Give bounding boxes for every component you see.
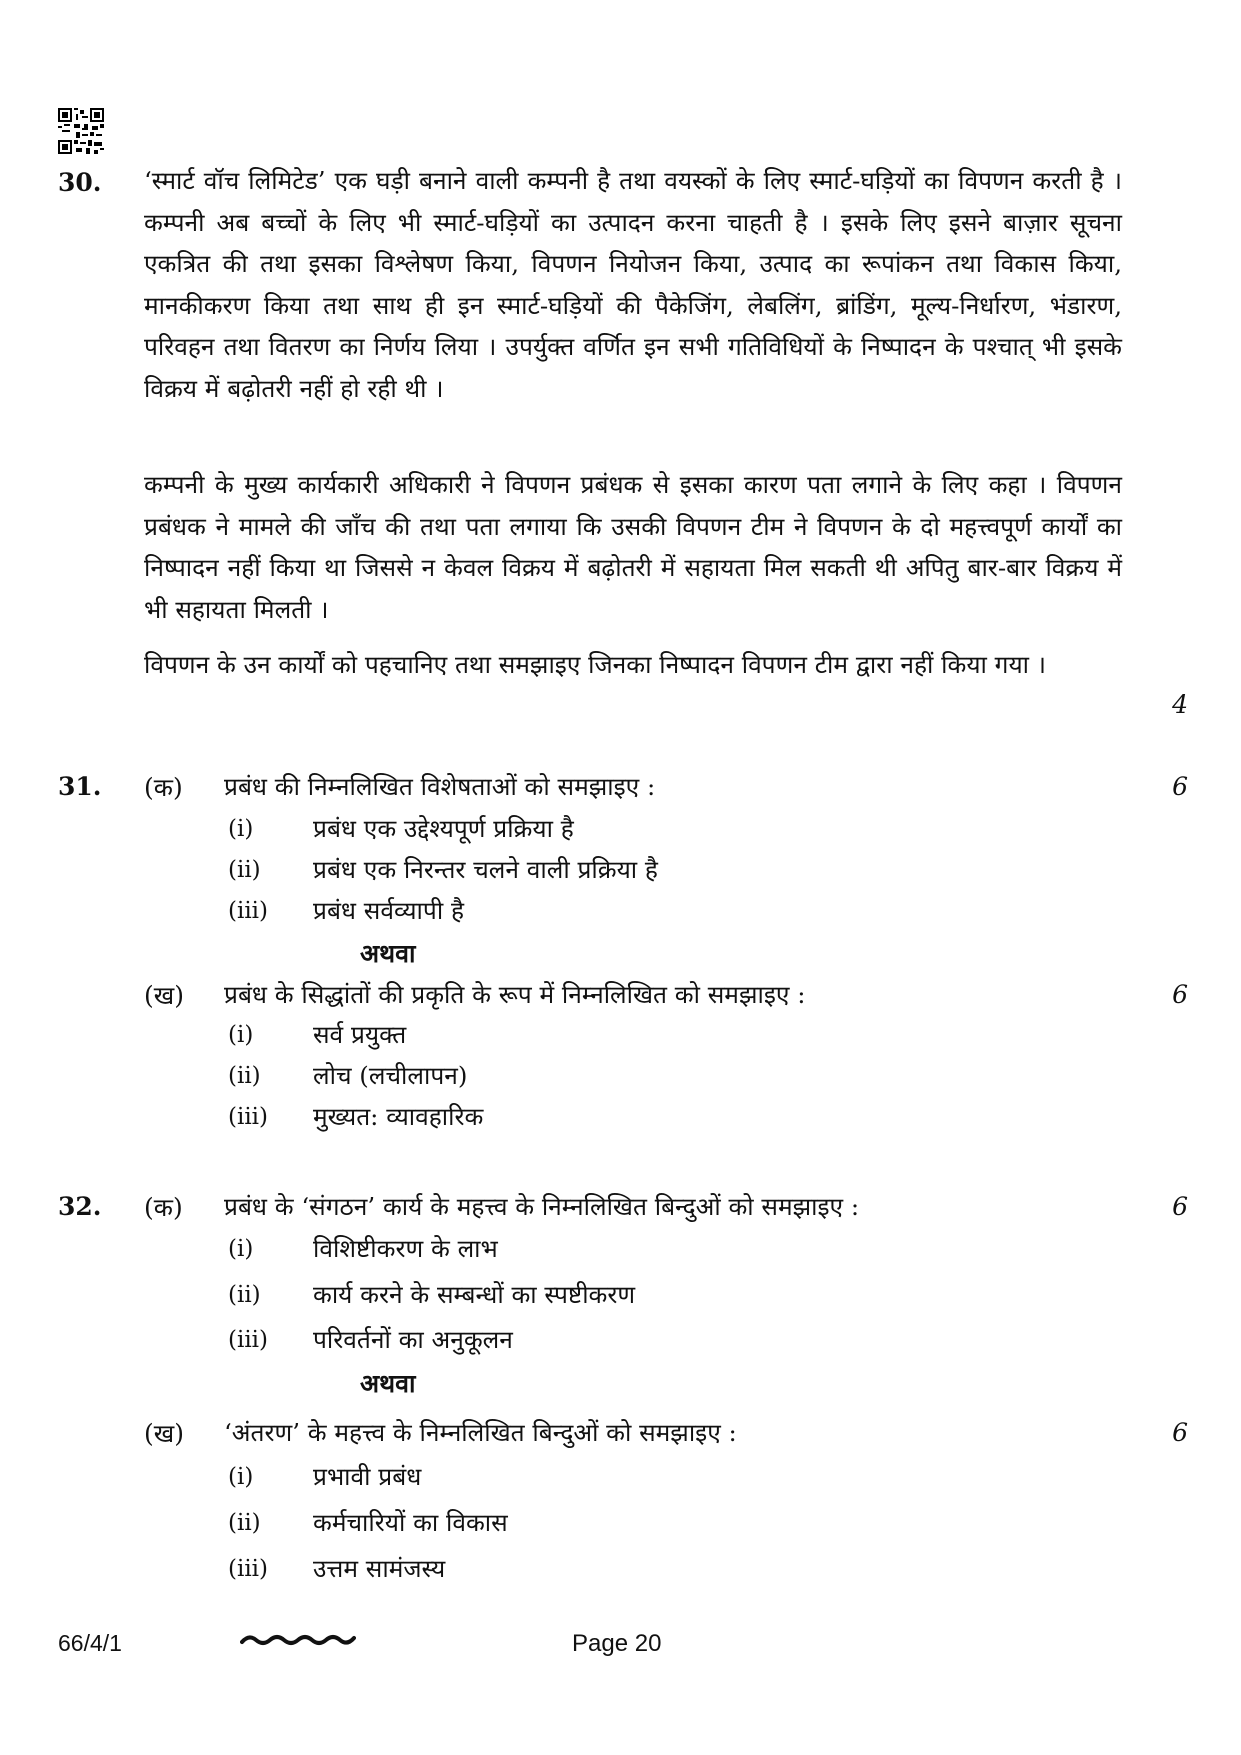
q31-a-item-text: प्रबंध एक निरन्तर चलने वाली प्रक्रिया है: [313, 855, 658, 884]
q32-a-item-text: कार्य करने के सम्बन्धों का स्पष्टीकरण: [313, 1280, 636, 1309]
q31-a-item-text: प्रबंध सर्वव्यापी है: [313, 896, 464, 925]
question-number-30: 30.: [58, 168, 102, 197]
q32-a-item-text: विशिष्टीकरण के लाभ: [313, 1234, 498, 1263]
q32-b-item-roman: (ii): [228, 1510, 261, 1536]
q31-option-a-label: (क): [144, 773, 183, 802]
q30-question-paragraph: विपणन के उन कार्यों को पहचानिए तथा समझाइए जिनका निष्पादन विपणन टीम द्वारा नहीं किया गया ।: [144, 650, 1047, 679]
q30-marks: 4: [1172, 690, 1188, 719]
q32-a-item-text: परिवर्तनों का अनुकूलन: [313, 1325, 513, 1354]
question-number-32: 32.: [58, 1192, 102, 1221]
q31-b-item-text: मुख्यत: व्यावहारिक: [313, 1102, 484, 1131]
q32-b-item-roman: (iii): [228, 1556, 269, 1582]
q31-a-item-text: प्रबंध एक उद्देश्यपूर्ण प्रक्रिया है: [313, 814, 574, 843]
q31-or-separator: अथवा: [360, 939, 416, 968]
q31-b-item-roman: (iii): [228, 1104, 269, 1130]
q32-option-b-text: ‘अंतरण’ के महत्त्व के निम्नलिखित बिन्दुओं को समझाइए :: [224, 1418, 737, 1447]
q30-scenario-paragraph: ‘स्मार्ट वॉच लिमिटेड’ एक घड़ी बनाने वाली कम्पनी है तथा वयस्कों के लिए स्मार्ट-घड़ियों का विपणन करती है । कम्पनी अब बच्चों के लिए भी स्मार्ट-घड़ियों का उत्पादन करना चाहती है । इसके लिए इसने बाज़ार सूचना एकत्रित की तथा इसका विश्लेषण किया, विपणन नियोजन किया, उत्पाद का रूपांकन तथा विकास किया, मानकीकरण किया तथा साथ ही इन स्मार्ट-घड़ियों की पैकेजिंग, लेबलिंग, ब्रांडिंग, मूल्य-निर्धारण, भंडारण, परिवहन तथा वितरण का निर्णय लिया । उपर्युक्त वर्णित इन सभी गतिविधियों के निष्पादन के पश्चात् भी इसके विक्रय में बढ़ोतरी नहीं हो रही थी ।: [144, 166, 1122, 403]
q31-b-item-roman: (ii): [228, 1063, 261, 1089]
q31-a-item-roman: (iii): [228, 898, 269, 924]
q31-option-b-text: प्रबंध के सिद्धांतों की प्रकृति के रूप में निम्नलिखित को समझाइए :: [224, 980, 806, 1009]
q32-b-item-text: कर्मचारियों का विकास: [313, 1508, 508, 1537]
q32-a-item-roman: (ii): [228, 1282, 261, 1308]
q32-b-item-text: प्रभावी प्रबंध: [313, 1462, 422, 1491]
tilde-divider-icon: [240, 1632, 356, 1648]
q32-a-item-roman: (iii): [228, 1327, 269, 1353]
q32-option-a-label: (क): [144, 1193, 183, 1222]
q32-option-a-marks: 6: [1172, 1192, 1188, 1221]
q31-option-b-marks: 6: [1172, 980, 1188, 1009]
q31-option-b-label: (ख): [144, 981, 184, 1010]
q32-a-item-roman: (i): [228, 1236, 254, 1262]
q31-a-item-roman: (i): [228, 816, 254, 842]
q32-or-separator: अथवा: [360, 1369, 416, 1398]
q31-b-item-text: लोच (लचीलापन): [313, 1061, 468, 1090]
q30-second-paragraph: कम्पनी के मुख्य कार्यकारी अधिकारी ने विपणन प्रबंधक से इसका कारण पता लगाने के लिए कहा । विपणन प्रबंधक ने मामले की जाँच की तथा पता लगाया कि उसकी विपणन टीम ने विपणन के दो महत्त्वपूर्ण कार्यों का निष्पादन नहीं किया था जिससे न केवल विक्रय में बढ़ोतरी में सहायता मिल सकती थी अपितु बार-बार विक्रय में भी सहायता मिलती ।: [144, 470, 1122, 624]
q31-a-item-roman: (ii): [228, 857, 261, 883]
qr-code: [58, 108, 104, 154]
q32-b-item-roman: (i): [228, 1464, 254, 1490]
q31-b-item-text: सर्व प्रयुक्त: [313, 1020, 407, 1049]
q31-b-item-roman: (i): [228, 1022, 254, 1048]
paper-code: 66/4/1: [58, 1630, 122, 1656]
q32-b-item-text: उत्तम सामंजस्य: [313, 1554, 446, 1583]
q31-option-a-text: प्रबंध की निम्नलिखित विशेषताओं को समझाइए :: [224, 772, 656, 801]
page-number: Page 20: [572, 1630, 662, 1657]
q32-option-b-label: (ख): [144, 1419, 184, 1448]
question-number-31: 31.: [58, 772, 102, 801]
q31-option-a-marks: 6: [1172, 772, 1188, 801]
q32-option-a-text: प्रबंध के ‘संगठन’ कार्य के महत्त्व के निम्नलिखित बिन्दुओं को समझाइए :: [224, 1192, 860, 1221]
q32-option-b-marks: 6: [1172, 1418, 1188, 1447]
